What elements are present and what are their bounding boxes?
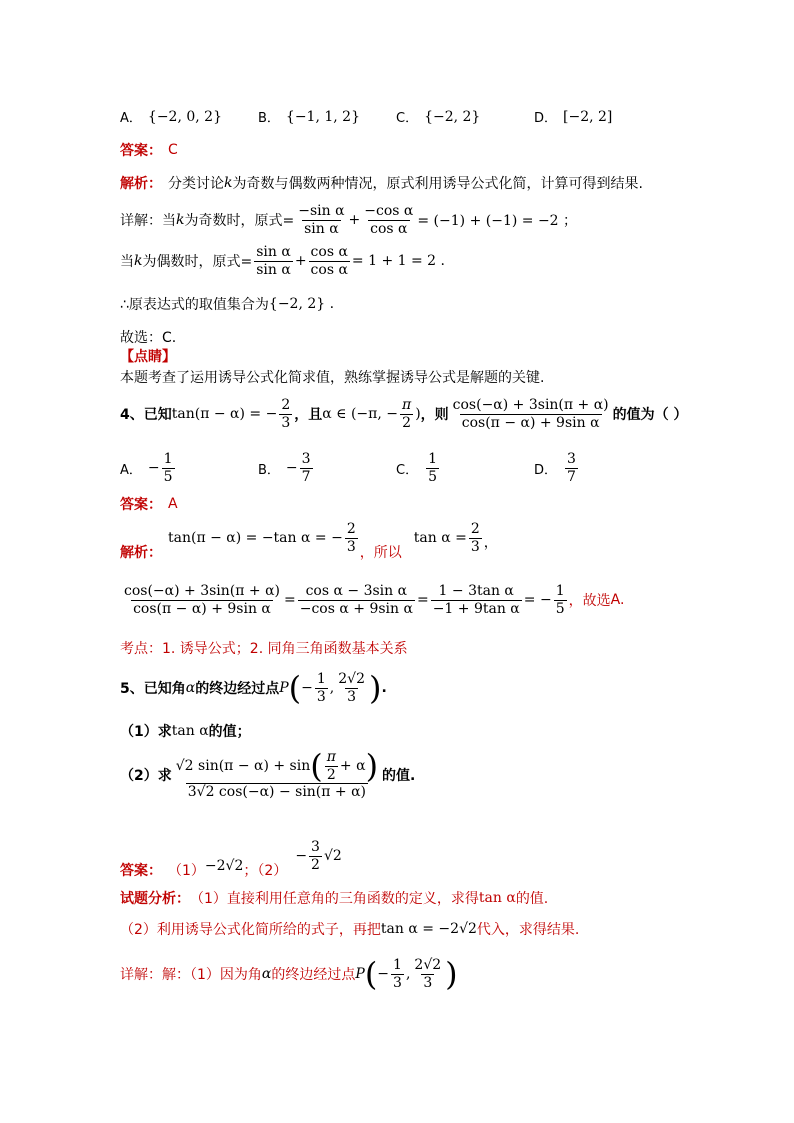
denominator: cos α xyxy=(370,220,408,237)
fraction xyxy=(362,204,415,236)
q5-analysis-2 xyxy=(120,919,579,939)
option-label: B． xyxy=(258,111,280,126)
fraction xyxy=(296,204,346,236)
option-sign: − xyxy=(285,460,298,477)
q4-option-a xyxy=(120,452,177,484)
q4-option-d xyxy=(534,452,580,484)
stem-text: 4、已知 xyxy=(120,407,172,424)
option-sign: − xyxy=(147,460,160,477)
numerator: 3 xyxy=(311,838,320,855)
analysis-2a: （2）利用诱导公式化简所给的式子，再把 xyxy=(120,922,381,938)
denominator: 5 xyxy=(163,468,173,485)
fraction xyxy=(174,747,380,801)
stem-text: ，且 xyxy=(294,407,323,424)
fraction xyxy=(412,958,443,990)
numerator: cos α − 3sin α xyxy=(305,583,408,599)
point-label: 【点睛】 xyxy=(120,349,176,365)
numerator: −sin α xyxy=(298,203,345,219)
analysis-eq: tan(π − α) = −tan α = − xyxy=(168,530,343,546)
denominator: 5 xyxy=(428,468,437,485)
analysis-label: 试题分析： xyxy=(120,891,190,907)
q4-option-b xyxy=(258,452,315,484)
numerator: 2√2 xyxy=(414,957,442,973)
denominator: −cos α + 9sin α xyxy=(299,600,413,617)
analysis-2b: 代入，求得结果. xyxy=(476,922,580,938)
numerator-part: √2 sin(π − α) + sin xyxy=(175,757,311,774)
q4-answer xyxy=(120,494,178,514)
q3-point-text xyxy=(120,367,544,387)
denominator: cos α xyxy=(310,261,348,278)
numerator: √2 sin(π − α) + sin ( $\frac{\pi}{2}$ + α ) xyxy=(175,747,379,786)
q5-part2 xyxy=(120,747,416,801)
q3-choose xyxy=(120,327,176,347)
q4-chain: $\frac{\cos(-\alpha) + 3\sin(\pi + \alpha)}{\text{cos(π − α) + 9sin α}}$ = $\frac{\text{cos α − 3sin α}}{\text{−cos α + 9sin α}}$ = $\frac{\text{1 − 3tan α}}{\text{−1 + 9tan α}}$ = − $\frac{1}{5}$ ，故选 A. xyxy=(124,583,625,617)
detail-label: 详解：当 xyxy=(120,213,176,230)
stem-alpha: α xyxy=(185,680,196,697)
analysis-1-expr: tan α xyxy=(478,890,516,906)
fraction xyxy=(391,958,404,990)
q3-option-d xyxy=(534,107,612,126)
numerator: 2 xyxy=(470,520,480,537)
option-label: D． xyxy=(534,462,558,478)
q3-detail-odd: 详解：当 k 为奇数时，原式= $\frac{\text{−sin α}}{\text{sin α}}$ + $\frac{\text{−cos α}}{\text{cos α}}$ = (−1) + (−1) = −2 ； xyxy=(120,203,578,237)
q5-analysis-1 xyxy=(120,888,548,908)
q3-detail-even: 当 k 为偶数时，原式= $\frac{\text{sin α}}{\text{sin α}}$ + $\frac{\text{cos α}}{\text{cos α}}$ = 1 + 1 = 2 . xyxy=(120,244,445,278)
part2-label: （2）求 xyxy=(120,768,172,785)
even-prefix: 当 xyxy=(120,254,134,271)
answer-1-label: （1） xyxy=(168,863,205,879)
answer-sep: ；（2） xyxy=(243,863,288,879)
detail-p: P xyxy=(355,966,365,983)
variable-k: k xyxy=(134,253,143,270)
q5-part1 xyxy=(120,721,251,741)
numerator: 1 xyxy=(428,451,437,467)
point-text: 本题考查了运用诱导公式化简求值，熟练掌握诱导公式是解题的关键. xyxy=(120,370,545,386)
answer-label: 答案： xyxy=(120,497,162,513)
answer-label: 答案： xyxy=(120,143,162,159)
analysis-so: ，所以 xyxy=(359,545,402,561)
numerator: cos(−α) + 3sin(π + α) xyxy=(124,583,280,599)
analysis-1-end: 的值. xyxy=(515,891,549,907)
denominator: −1 + 9tan α xyxy=(432,600,520,617)
fraction xyxy=(309,840,322,872)
point-p: P xyxy=(279,680,289,697)
conclusion-set: {−2, 2} . xyxy=(268,296,335,312)
variable-k: k xyxy=(176,212,185,229)
denominator: sin α xyxy=(256,261,291,278)
analysis-text: 分类讨论 xyxy=(168,176,224,192)
analysis-tan: tan α = xyxy=(413,530,467,546)
detail-odd-text: 为奇数时，原式= xyxy=(184,213,295,230)
denominator: 3 xyxy=(393,974,402,991)
fraction xyxy=(325,750,338,782)
numerator: cos α xyxy=(310,244,348,260)
option-label: A． xyxy=(120,111,142,126)
part1-expr: tan α xyxy=(171,723,209,739)
numerator: 3 xyxy=(567,451,576,467)
denominator: 5 xyxy=(555,600,565,617)
conclusion-text: ∴原表达式的取值集合为 xyxy=(120,297,269,313)
detail-label: 详解： xyxy=(120,967,162,984)
option-value: {−1, 1, 2} xyxy=(285,108,360,125)
answer-value: A xyxy=(168,496,178,512)
numerator: sin α xyxy=(256,244,291,260)
denominator: cos(π − α) + 9sin α xyxy=(133,600,271,617)
even-result: = 1 + 1 = 2 . xyxy=(351,253,445,270)
analysis-comma: ， xyxy=(483,535,498,551)
fraction xyxy=(309,245,350,277)
option-label: B． xyxy=(258,462,280,478)
denominator: 3 xyxy=(316,688,326,705)
fraction xyxy=(469,522,482,554)
denominator: cos(π − α) + 9sin α xyxy=(461,414,600,431)
q3-option-b xyxy=(258,107,360,126)
denominator: 7 xyxy=(301,468,311,485)
fraction xyxy=(122,584,282,616)
option-label: C． xyxy=(396,462,419,478)
option-label: D． xyxy=(534,111,558,126)
numerator: cos(−α) + 3sin(π + α) xyxy=(452,397,609,413)
stem-text: ，则 xyxy=(420,407,449,424)
numerator: 2 xyxy=(346,520,356,537)
numerator: 1 xyxy=(316,671,326,687)
numerator: 2√2 xyxy=(338,671,365,687)
answer-label: 答案： xyxy=(120,863,162,879)
denominator: 2 xyxy=(402,414,412,431)
fraction xyxy=(254,245,293,277)
part2-end: 的值. xyxy=(382,768,416,785)
denominator: 3 xyxy=(281,414,291,431)
analysis-text-cont: 为奇数与偶数两种情况，原式利用诱导公式化简，计算可得到结果. xyxy=(232,176,643,192)
q5-detail: 详解： 解：（1）因为角 α 的终边经过点 P ( − $\frac{1}{3}$ , $\frac{2√2}{3}$ ) xyxy=(120,955,458,994)
stem-alpha-in: α ∈ (−π, − xyxy=(322,406,398,423)
fraction xyxy=(336,672,367,704)
stem-tan: tan(π − α) = − xyxy=(171,406,278,423)
denominator: 3√2 cos(−α) − sin(π + α) xyxy=(187,784,367,801)
q3-answer xyxy=(120,140,178,160)
fraction xyxy=(315,672,328,704)
numerator: π xyxy=(401,397,412,413)
fraction xyxy=(279,398,292,430)
stem-text: 的终边经过点 xyxy=(195,681,280,698)
option-value: {−2, 0, 2} xyxy=(147,108,222,125)
q4-option-c xyxy=(396,452,441,484)
chain-end: ，故选 xyxy=(568,593,611,610)
detail-alpha: α xyxy=(261,966,272,983)
q3-point-label xyxy=(120,346,176,366)
q4-stem xyxy=(120,398,688,430)
q5-stem: 5、已知角 α 的终边经过点 P ( − $\frac{1}{3}$ , $\frac{2√2}{3}$ ) . xyxy=(120,669,387,708)
analysis-label: 解析： xyxy=(120,545,162,561)
option-label: C． xyxy=(396,111,419,126)
numerator: 2 xyxy=(281,397,291,413)
numerator-tail: + α xyxy=(339,757,366,774)
detail-text: 解：（1）因为角 xyxy=(162,967,262,984)
part1-label: （1）求 xyxy=(120,724,172,740)
fraction xyxy=(451,398,611,430)
numerator: 1 xyxy=(555,583,565,599)
q5-answer xyxy=(120,838,342,880)
denominator: 7 xyxy=(567,468,576,485)
q3-analysis xyxy=(120,173,643,193)
numerator: 1 xyxy=(393,957,402,973)
fraction xyxy=(565,452,578,484)
answer-1: −2√2 xyxy=(204,858,244,874)
analysis-label: 解析： xyxy=(120,176,162,192)
denominator: 3 xyxy=(346,538,356,555)
numerator: 1 − 3tan α xyxy=(438,583,514,599)
fraction xyxy=(426,452,439,484)
numerator: −cos α xyxy=(364,203,414,219)
option-value: [−2, 2] xyxy=(563,108,613,125)
numerator: 3 xyxy=(301,451,311,467)
q3-option-c xyxy=(396,107,480,126)
stem-close: ) xyxy=(415,406,421,423)
fraction xyxy=(554,584,567,616)
denominator: 2 xyxy=(311,856,320,873)
numerator: 1 xyxy=(163,451,173,467)
stem-text: 的值为（ ） xyxy=(612,407,688,424)
denominator: 3 xyxy=(470,538,480,555)
fraction xyxy=(162,452,175,484)
answer-2-sign: − xyxy=(295,848,308,864)
fraction xyxy=(345,522,358,554)
q3-conclusion xyxy=(120,294,334,314)
fraction xyxy=(431,584,522,616)
option-label: A． xyxy=(120,462,142,478)
q4-knowledge xyxy=(120,638,408,658)
variable-k: k xyxy=(224,175,233,191)
fraction xyxy=(300,452,313,484)
option-value: {−2, 2} xyxy=(424,108,481,125)
denominator: 2 xyxy=(326,766,336,783)
numerator: π xyxy=(326,749,336,765)
denominator: 3 xyxy=(347,688,357,705)
analysis-2-expr: tan α = −2√2 xyxy=(380,921,477,937)
answer-2-tail: √2 xyxy=(323,848,342,864)
answer-value: C xyxy=(168,142,178,158)
analysis-1: （1）直接利用任意角的三角函数的定义，求得 xyxy=(190,891,479,907)
choose-text: 故选：C. xyxy=(120,330,177,346)
stem-end: . xyxy=(381,680,387,697)
stem-text: 5、已知角 xyxy=(120,681,186,698)
q3-option-a xyxy=(120,107,222,126)
fraction xyxy=(298,584,415,616)
odd-result: = (−1) + (−1) = −2 ； xyxy=(417,213,578,230)
q4-analysis xyxy=(120,522,498,562)
detail-text2: 的终边经过点 xyxy=(271,967,356,984)
knowledge-text: 考点：1. 诱导公式；2. 同角三角函数基本关系 xyxy=(120,641,408,657)
part1-end: 的值； xyxy=(208,724,251,740)
chain-choice: A. xyxy=(610,592,625,609)
even-text: 为偶数时，原式= xyxy=(142,254,253,271)
denominator: sin α xyxy=(304,220,339,237)
fraction xyxy=(400,398,413,430)
denominator: 3 xyxy=(423,974,433,991)
